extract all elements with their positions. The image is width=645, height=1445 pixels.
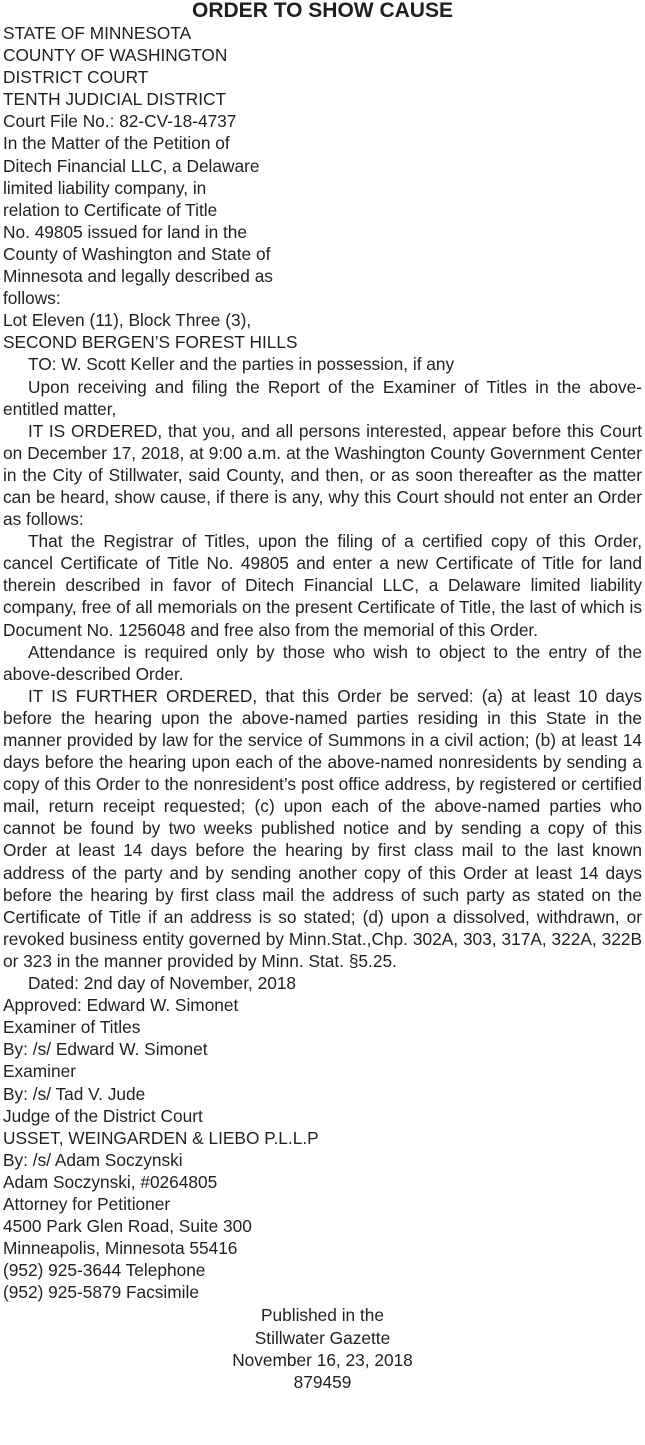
attorney-name: Adam Soczynski, #0264805 — [3, 1171, 218, 1192]
signature-line: By: /s/ Adam Soczynski — [3, 1149, 183, 1170]
order-paragraph: That the Registrar of Titles, upon the filing of a certified copy of this Order, cancel Certificate of Title No. 49805 and enter a new Certificate of Title for land therein described in favor of Ditech Financial LLC, a Delaware limited liability company, free of all memorials on the present Certificate of Title, the last of which is Document No. 1256048 and free also from the memorial of this Order. — [3, 531, 642, 640]
signature-line: By: /s/ Edward W. Simonet — [3, 1039, 208, 1060]
law-firm-name: USSET, WEINGARDEN & LIEBO P.L.L.P — [3, 1127, 319, 1148]
order-paragraph: IT IS FURTHER ORDERED, that this Order be served: (a) at least 10 days before the hearing upon the above-named parties residing in this State in the manner provided by law for the service of Summons in a civil action; (b) at least 14 days before the hearing upon each of the above-named nonresidents by sending a copy of this Order to the nonresident’s post office address, by registered or certified mail, return receipt requested; (c) upon each of the above-named parties who cannot be found by two weeks published notice and by sending a copy of this Order at least 14 days before the hearing by first class mail to the last known address of the party and by sending another copy of this Order at least 14 days before the hearing by first class mail the address of such party as stated on the Certificate of Title if an address is so stated; (d) upon a dissolved, withdrawn, or revoked business entity governed by Minn.Stat.,Chp. 302A, 303, 317A, 322A, 322B or 323 in the manner provided by Minn. Stat. §5.25. — [3, 685, 642, 971]
publication-info — [3, 1304, 642, 1392]
order-paragraph: Attendance is required only by those who wish to object to the entry of the above-described Order. — [3, 641, 642, 684]
legal-description: Lot Eleven (11), Block Three (3), — [3, 310, 252, 331]
signature-line: Examiner — [3, 1061, 76, 1082]
caption-line: County of Washington and State of — [3, 243, 271, 264]
caption-line: No. 49805 issued for land in the — [3, 221, 248, 242]
caption-line: follows: — [3, 288, 61, 309]
caption-line: STATE OF MINNESOTA — [3, 23, 192, 43]
case-caption — [3, 22, 642, 353]
firm-address: 4500 Park Glen Road, Suite 300 — [3, 1216, 252, 1237]
caption-line: In the Matter of the Petition of — [3, 133, 230, 154]
caption-line: TENTH JUDICIAL DISTRICT — [3, 89, 227, 110]
dated-line: Dated: 2nd day of November, 2018 — [28, 973, 297, 994]
signature-line: Approved: Edward W. Simonet — [3, 995, 239, 1016]
caption-line: Ditech Financial LLC, a Delaware — [3, 155, 260, 176]
signature-line: Examiner of Titles — [3, 1017, 141, 1038]
caption-line: COUNTY OF WASHINGTON — [3, 45, 228, 66]
newspaper-name: Stillwater Gazette — [254, 1327, 391, 1348]
court-file-number: Court File No.: 82-CV-18-4737 — [3, 111, 237, 132]
order-paragraph: Upon receiving and filing the Report of the Examiner of Titles in the above-entitled matter, — [3, 376, 642, 419]
publication-dates: November 16, 23, 2018 — [232, 1349, 413, 1370]
signature-block — [3, 994, 642, 1303]
notice-title: ORDER TO SHOW CAUSE — [192, 0, 453, 22]
legal-description: SECOND BERGEN’S FOREST HILLS — [3, 332, 298, 353]
order-body — [3, 376, 642, 973]
telephone: (952) 925-3644 Telephone — [3, 1260, 206, 1281]
caption-line: Minnesota and legally described as — [3, 266, 273, 287]
order-paragraph: IT IS ORDERED, that you, and all persons interested, appear before this Court on December 17, 2018, at 9:00 a.m. at the Washington County Government Center in the City of Stillwater, said County, and then, or as soon thereafter as the matter can be heard, show cause, if there is any, why this Court should not enter an Order as follows: — [3, 420, 642, 530]
signature-line: By: /s/ Tad V. Jude — [3, 1083, 146, 1104]
signature-line: Attorney for Petitioner — [3, 1193, 171, 1214]
caption-line: limited liability company, in — [3, 177, 207, 198]
publication-line: Published in the — [261, 1305, 384, 1326]
signature-line: Judge of the District Court — [3, 1105, 203, 1126]
caption-line: DISTRICT COURT — [3, 67, 149, 88]
addressee-line: TO: W. Scott Keller and the parties in possession, if any — [28, 354, 455, 375]
notice-number: 879459 — [293, 1371, 352, 1392]
firm-address: Minneapolis, Minnesota 55416 — [3, 1238, 238, 1259]
facsimile: (952) 925-5879 Facsimile — [3, 1282, 199, 1303]
caption-line: relation to Certificate of Title — [3, 199, 218, 220]
